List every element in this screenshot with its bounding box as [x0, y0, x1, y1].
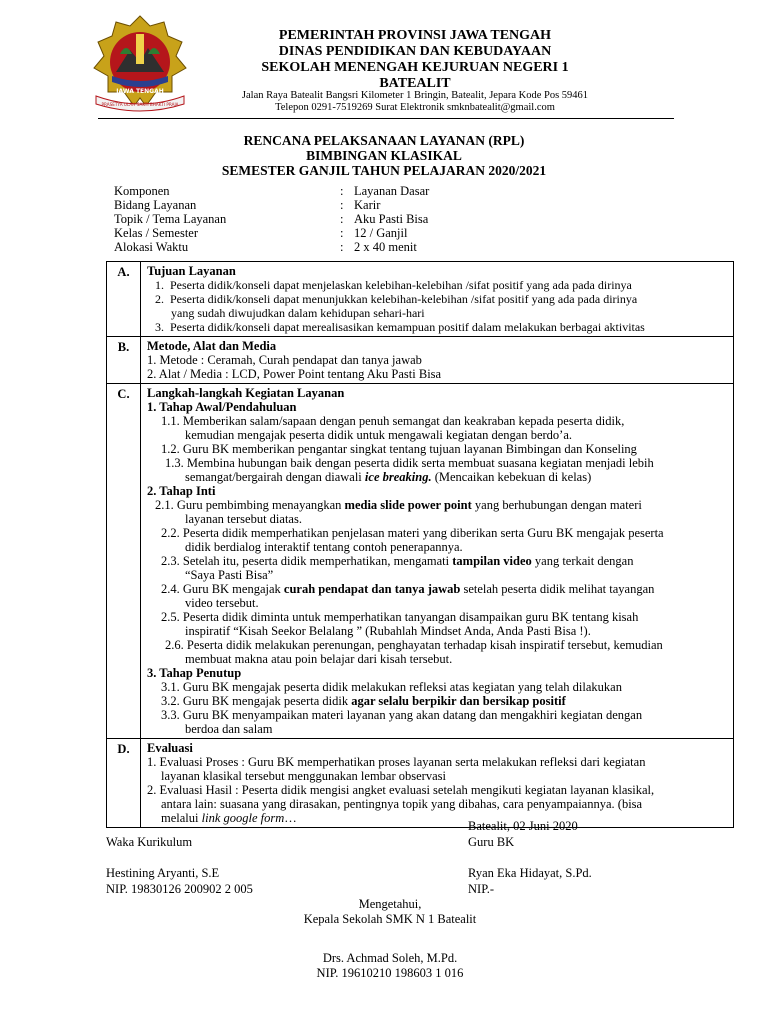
section-letter: B.	[107, 337, 141, 384]
step-emphasis: media slide power point	[344, 498, 472, 512]
step-continuation: “Saya Pasti Bisa”	[185, 568, 274, 582]
section-a-row	[107, 262, 734, 337]
list-item	[147, 292, 727, 306]
letterhead-contact: Telepon 0291-7519269 Surat Elektronik smknbatealit@gmail.com	[275, 102, 555, 113]
meta-label: Kelas / Semester	[114, 226, 199, 240]
list-text: Peserta didik/konseli dapat menunjukkan kelebihan-kelebihan /sifat positif yang ada pada dirinya	[170, 292, 638, 306]
step-emphasis: agar selalu berpikir dan bersikap positif	[351, 694, 566, 708]
section-letter: D.	[107, 739, 141, 828]
step-item: 1.2. Guru BK memberikan pengantar singkat tentang tujuan layanan Bimbingan dan Konseling	[161, 442, 637, 456]
list-item-continuation: yang sudah diwujudkan dalam kehidupan sehari-hari	[171, 306, 425, 320]
meta-label: Topik / Tema Layanan	[114, 212, 227, 226]
meta-colon: :	[340, 240, 344, 254]
step-text: yang berhubungan dengan materi	[471, 498, 642, 512]
step-continuation: kemudian mengajak peserta didik untuk mengawali kegiatan dengan berdo’a.	[185, 428, 573, 442]
step-item: 1.1. Memberikan salam/sapaan dengan penuh semangat dan keakraban kepada peserta didik,	[161, 414, 625, 428]
head-signer-name: Drs. Achmad Soleh, M.Pd.	[322, 951, 458, 965]
section-a-content	[141, 262, 734, 337]
step-item	[147, 554, 727, 568]
section-d-content	[141, 739, 734, 828]
meta-colon: :	[340, 226, 344, 240]
letterhead-line-2: DINAS PENDIDIKAN DAN KEBUDAYAAN	[278, 44, 552, 59]
stage-heading: 3. Tahap Penutup	[147, 666, 242, 680]
step-item: 3.1. Guru BK mengajak peserta didik melakukan refleksi atas kegiatan yang telah dilakukan	[161, 680, 622, 694]
step-continuation	[147, 470, 727, 484]
section-c-content	[141, 384, 734, 739]
list-number: 2.	[155, 292, 164, 306]
meta-value: Aku Pasti Bisa	[354, 212, 429, 226]
step-emphasis: ice breaking.	[364, 470, 432, 484]
list-number: 1.	[155, 278, 164, 292]
meta-value: Karir	[354, 198, 381, 212]
list-item: 2. Alat / Media : LCD, Power Point tentang Aku Pasti Bisa	[147, 367, 442, 381]
letterhead-line-3: SEKOLAH MENENGAH KEJURUAN NEGERI 1	[261, 60, 569, 75]
place-date: Batealit, 02 Juni 2020	[468, 819, 578, 833]
document-title-line-1: RENCANA PELAKSANAAN LAYANAN (RPL)	[243, 133, 525, 148]
letterhead-rule	[98, 118, 674, 119]
list-number: 3.	[155, 320, 164, 334]
evaluation-item: 1. Evaluasi Proses : Guru BK memperhatikan proses layanan serta melakukan refleksi dari kegiatan	[147, 755, 646, 769]
rpl-table	[106, 261, 734, 828]
step-continuation: video tersebut.	[185, 596, 259, 610]
letterhead-line-4: BATEALIT	[379, 76, 451, 91]
head-signer-role: Kepala Sekolah SMK N 1 Batealit	[303, 912, 477, 926]
list-item	[147, 320, 727, 334]
document-title-line-2: BIMBINGAN KLASIKAL	[306, 148, 462, 163]
evaluation-continuation: layanan klasikal tersebut menggunakan lembar observasi	[161, 769, 446, 783]
section-heading: Langkah-langkah Kegiatan Layanan	[147, 386, 345, 400]
step-continuation: membuat makna atau poin belajar dari kisah tersebut.	[185, 652, 453, 666]
evaluation-text: …	[284, 811, 297, 825]
step-item	[147, 582, 727, 596]
evaluation-continuation: antara lain: suasana yang dirasakan, pentingnya topik yang dibahas, cara penyampaiannya. (bisa	[161, 797, 643, 811]
step-continuation: didik berdialog interaktif tentang contoh penerapannya.	[185, 540, 463, 554]
svg-text:JAWA TENGAH: JAWA TENGAH	[116, 88, 164, 95]
right-signer-nip: NIP.-	[468, 882, 495, 896]
left-signer-role: Waka Kurikulum	[106, 835, 193, 849]
step-item: 3.3. Guru BK menyampaikan materi layanan yang akan datang dan mengakhiri kegiatan dengan	[161, 708, 643, 722]
step-continuation: berdoa dan salam	[185, 722, 273, 736]
evaluation-emphasis: link google form	[201, 811, 285, 825]
section-heading: Tujuan Layanan	[147, 264, 236, 278]
acknowledgement-label: Mengetahui,	[358, 897, 422, 911]
step-item: 1.3. Membina hubungan baik dengan peserta didik serta membuat suasana kegiatan menjadi lebih	[165, 456, 654, 470]
meta-value: 2 x 40 menit	[354, 240, 417, 254]
step-text: 3.2. Guru BK mengajak peserta didik	[161, 694, 352, 708]
evaluation-text: melalui	[161, 811, 202, 825]
meta-value: 12 / Ganjil	[354, 226, 408, 240]
meta-label: Komponen	[114, 184, 170, 198]
step-emphasis: tampilan video	[452, 554, 532, 568]
step-text: 2.1. Guru pembimbing menayangkan	[155, 498, 345, 512]
list-item: 1. Metode : Ceramah, Curah pendapat dan tanya jawab	[147, 353, 422, 367]
list-text: Peserta didik/konseli dapat menjelaskan kelebihan-kelebihan /sifat positif yang ada pada dirinya	[170, 278, 632, 292]
evaluation-continuation	[147, 811, 727, 825]
letterhead-line-1: PEMERINTAH PROVINSI JAWA TENGAH	[278, 28, 552, 43]
step-text: 2.3. Setelah itu, peserta didik memperhatikan, mengamati	[161, 554, 453, 568]
step-continuation: inspiratif “Kisah Seekor Belalang ” (Rubahlah Mindset Anda, Anda Pasti Bisa !).	[185, 624, 591, 638]
step-text: 2.4. Guru BK mengajak	[161, 582, 284, 596]
step-emphasis: curah pendapat dan tanya jawab	[283, 582, 461, 596]
section-d-row	[107, 739, 734, 828]
step-text: setelah peserta didik melihat tayangan	[460, 582, 655, 596]
head-signer-nip: NIP. 19610210 198603 1 016	[316, 966, 464, 980]
step-text: yang terkait dengan	[531, 554, 634, 568]
section-letter: A.	[107, 262, 141, 337]
step-continuation: layanan tersebut diatas.	[185, 512, 302, 526]
meta-label: Alokasi Waktu	[114, 240, 189, 254]
section-heading: Metode, Alat dan Media	[147, 339, 277, 353]
list-text: Peserta didik/konseli dapat merealisasikan kemampuan positif dalam melakukan berbagai aktivitas	[170, 320, 645, 334]
section-b-row	[107, 337, 734, 384]
svg-text:PRASETYA ULAH SAKTI BHAKTI PRA: PRASETYA ULAH SAKTI BHAKTI PRAJA	[101, 102, 179, 107]
right-signer-role: Guru BK	[468, 835, 515, 849]
stage-heading: 2. Tahap Inti	[147, 484, 216, 498]
step-text: semangat/bergairah dengan diawali	[185, 470, 365, 484]
step-item: 2.2. Peserta didik memperhatikan penjelasan materi yang diberikan serta Guru BK mengajak peserta	[161, 526, 664, 540]
meta-colon: :	[340, 212, 344, 226]
section-b-content	[141, 337, 734, 384]
step-item: 2.6. Peserta didik melakukan perenungan, penghayatan terhadap kisah inspiratif tersebut, kemudian	[165, 638, 663, 652]
step-text: (Mencaikan kebekuan di kelas)	[431, 470, 592, 484]
step-item	[147, 694, 727, 708]
section-c-row	[107, 384, 734, 739]
meta-colon: :	[340, 198, 344, 212]
meta-label: Bidang Layanan	[114, 198, 197, 212]
left-signer-name: Hestining Aryanti, S.E	[106, 866, 220, 880]
province-logo	[86, 12, 194, 114]
step-item	[147, 498, 727, 512]
section-heading: Evaluasi	[147, 741, 193, 755]
evaluation-item: 2. Evaluasi Hasil : Peserta didik mengisi angket evaluasi setelah mengikuti kegiatan layanan klasikal,	[147, 783, 655, 797]
left-signer-nip: NIP. 19830126 200902 2 005	[106, 882, 253, 896]
meta-colon: :	[340, 184, 344, 198]
stage-heading: 1. Tahap Awal/Pendahuluan	[147, 400, 297, 414]
step-item: 2.5. Peserta didik diminta untuk memperhatikan tanyangan disampaikan guru BK tentang kisah	[161, 610, 639, 624]
meta-value: Layanan Dasar	[354, 184, 430, 198]
document-title-line-3: SEMESTER GANJIL TAHUN PELAJARAN 2020/2021	[221, 163, 547, 178]
section-letter: C.	[107, 384, 141, 739]
list-item	[147, 278, 727, 292]
letterhead-address: Jalan Raya Batealit Bangsri Kilometer 1 Bringin, Batealit, Jepara Kode Pos 59461	[241, 90, 589, 101]
right-signer-name: Ryan Eka Hidayat, S.Pd.	[468, 866, 592, 880]
